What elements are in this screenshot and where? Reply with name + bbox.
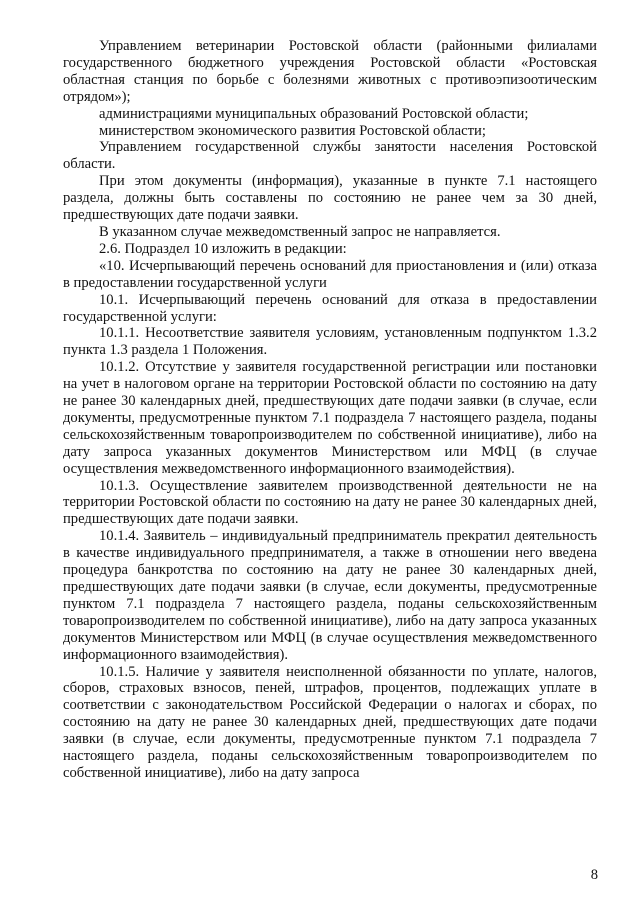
paragraph-section-10-heading: «10. Исчерпывающий перечень оснований для приостановления и (или) отказа в предоставлении государственной услуги bbox=[63, 257, 597, 291]
paragraph-documents-validity: При этом документы (информация), указанные в пункте 7.1 настоящего раздела, должны быть составлены по состоянию не ранее чем за 30 дней, предшествующих дате подачи заявки. bbox=[63, 173, 597, 224]
paragraph-10-1-2: 10.1.2. Отсутствие у заявителя государственной регистрации или постановки на учет в налоговом органе на территории Ростовской области по состоянию на дату не ранее 30 календарных дней, предшествующих дате подачи заявки (в случае, если документы, предусмотренные пунктом 7.1 подраздела 7 настоящего раздела, поданы сельскохозяйственным товаропроизводителем по собственной инициативе), либо на дату запроса указанных документов Министерством или МФЦ (в случае осуществления межведомственного информационного взаимодействия). bbox=[63, 359, 597, 477]
page-number: 8 bbox=[590, 867, 598, 883]
paragraph-municipal-administrations: администрациями муниципальных образований Ростовской области; bbox=[99, 105, 529, 122]
paragraph-subsection-2-6: 2.6. Подраздел 10 изложить в редакции: bbox=[99, 240, 347, 257]
paragraph-10-1-5: 10.1.5. Наличие у заявителя неисполненной обязанности по уплате, налогов, сборов, страховых взносов, пеней, штрафов, процентов, подлежащих уплате в соответствии с законодательством Российской Федерации о налогах и сборах, по состоянию на дату не ранее 30 календарных дней, предшествующих дате подачи заявки (в случае, если документы, предусмотренные пунктом 7.1 подраздела 7 настоящего раздела, поданы сельскохозяйственным товаропроизводителем по собственной инициативе), либо на дату запроса bbox=[63, 663, 597, 781]
paragraph-no-interagency-request: В указанном случае межведомственный запрос не направляется. bbox=[99, 223, 501, 240]
paragraph-economic-ministry: министерством экономического развития Ростовской области; bbox=[99, 122, 486, 139]
paragraph-10-1: 10.1. Исчерпывающий перечень оснований для отказа в предоставлении государственной услуги: bbox=[63, 291, 597, 325]
paragraph-employment-service: Управлением государственной службы занятости населения Ростовской области. bbox=[63, 139, 597, 173]
paragraph-10-1-1: 10.1.1. Несоответствие заявителя условиям, установленным подпунктом 1.3.2 пункта 1.3 раздела 1 Положения. bbox=[63, 325, 597, 359]
paragraph-veterinary-department: Управлением ветеринарии Ростовской области (районными филиалами государственного бюджетного учреждения Ростовской области «Ростовская областная станция по борьбе с болезнями животных с противоэпизоотическим отрядом»); bbox=[63, 38, 597, 105]
paragraph-10-1-4: 10.1.4. Заявитель – индивидуальный предприниматель прекратил деятельность в качестве индивидуального предпринимателя, а также в отношении него введена процедура банкротства по состоянию на дату не ранее 30 календарных дней, предшествующих дате подачи заявки (в случае, если документы, предусмотренные пунктом 7.1 подраздела 7 настоящего раздела, поданы сельскохозяйственным товаропроизводителем по собственной инициативе), либо на дату запроса указанных документов Министерством или МФЦ (в случае осуществления межведомственного информационного взаимодействия). bbox=[63, 528, 597, 663]
document-page bbox=[63, 38, 597, 782]
paragraph-10-1-3: 10.1.3. Осуществление заявителем производственной деятельности не на территории Ростовской области по состоянию на дату не ранее 30 календарных дней, предшествующих дате подачи заявки. bbox=[63, 477, 597, 528]
